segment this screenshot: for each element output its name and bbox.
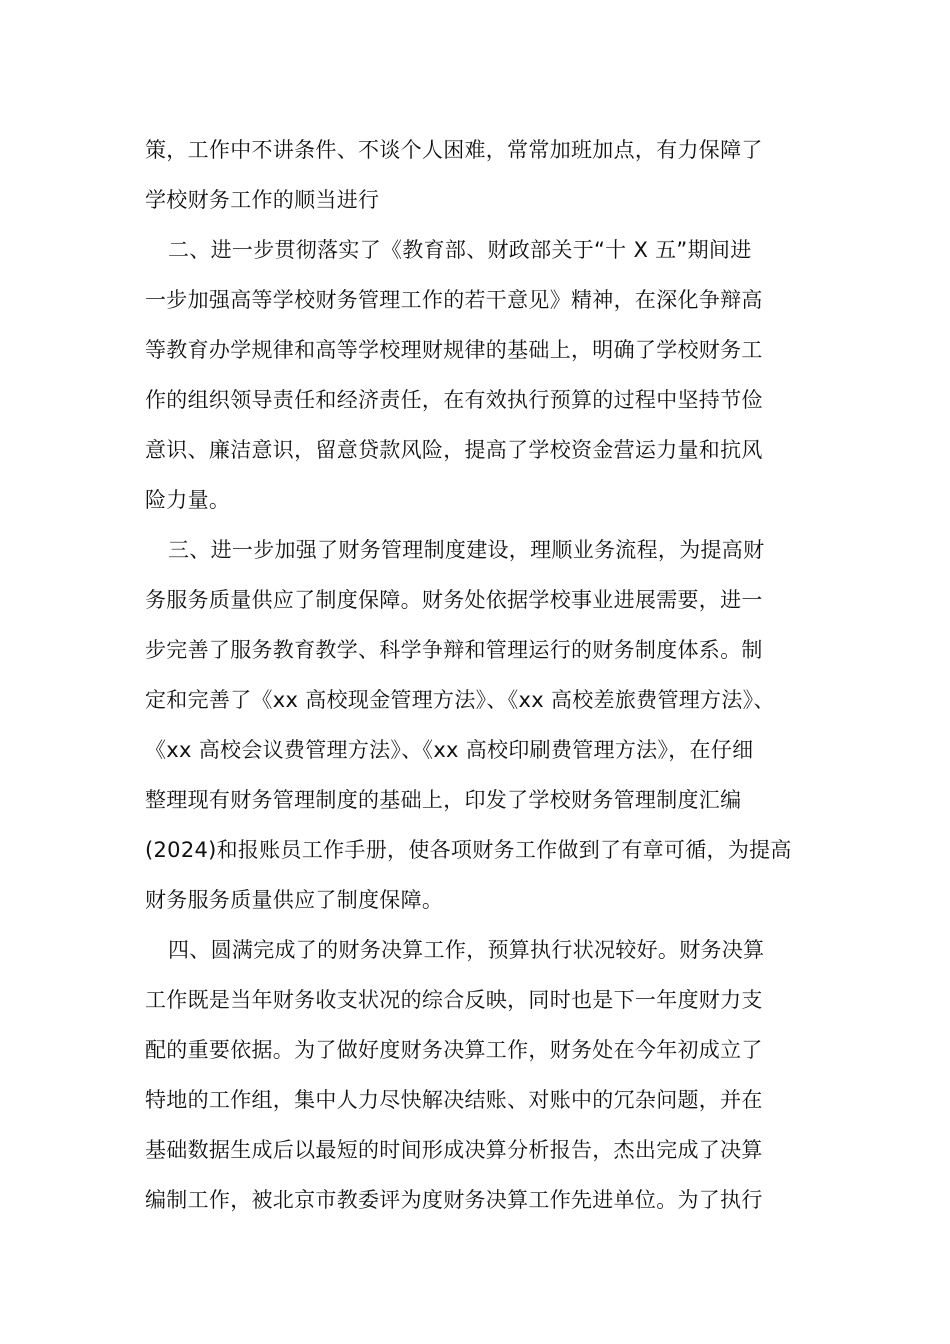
paragraph-3-line-2: 务服务质量供应了制度保障。财务处依据学校事业进展需要，进一 (145, 588, 763, 612)
paragraph-2-line-2: 一步加强高等学校财务管理工作的若干意见》精神，在深化争辩高 (145, 288, 763, 312)
paragraph-3-line-7: (2024)和报账员工作手册，使各项财务工作做到了有章可循，为提高 (145, 838, 792, 862)
paragraph-4-line-3: 配的重要依据。为了做好度财务决算工作，财务处在今年初成立了 (145, 1038, 763, 1062)
paragraph-2-line-3: 等教育办学规律和高等学校理财规律的基础上，明确了学校财务工 (145, 338, 763, 362)
paragraph-4-line-2: 工作既是当年财务收支状况的综合反映，同时也是下一年度财力支 (145, 988, 763, 1012)
paragraph-4-line-6: 编制工作，被北京市教委评为度财务决算工作先进单位。为了执行 (145, 1188, 763, 1212)
paragraph-2-line-5: 意识、廉洁意识，留意贷款风险，提高了学校资金营运力量和抗风 (145, 438, 763, 462)
paragraph-3-line-4: 定和完善了《xx 高校现金管理方法》、《xx 高校差旅费管理方法》、 (145, 688, 775, 712)
paragraph-2-line-1: 二、进一步贯彻落实了《教育部、财政部关于“十 X 五”期间进 (168, 238, 752, 262)
paragraph-3-line-1: 三、进一步加强了财务管理制度建设，理顺业务流程，为提高财 (168, 538, 765, 562)
paragraph-4-line-5: 基础数据生成后以最短的时间形成决算分析报告，杰出完成了决算 (145, 1138, 763, 1162)
paragraph-4-line-4: 特地的工作组，集中人力尽快解决结账、对账中的冗杂问题，并在 (145, 1088, 763, 1112)
paragraph-2-line-4: 作的组织领导责任和经济责任，在有效执行预算的过程中坚持节俭 (145, 388, 763, 412)
paragraph-3-line-3: 步完善了服务教育教学、科学争辩和管理运行的财务制度体系。制 (145, 638, 763, 662)
paragraph-3-line-8: 财务服务质量供应了制度保障。 (145, 888, 444, 912)
paragraph-1-line-2: 学校财务工作的顺当进行 (145, 188, 380, 212)
paragraph-4-line-1: 四、圆满完成了的财务决算工作，预算执行状况较好。财务决算 (168, 938, 765, 962)
paragraph-3-line-5: 《xx 高校会议费管理方法》、《xx 高校印刷费管理方法》，在仔细 (145, 738, 754, 762)
paragraph-1-line-1: 策，工作中不讲条件、不谈个人困难，常常加班加点，有力保障了 (145, 138, 763, 162)
paragraph-3-line-6: 整理现有财务管理制度的基础上，印发了学校财务管理制度汇编 (145, 788, 742, 812)
paragraph-2-line-6: 险力量。 (145, 488, 231, 512)
